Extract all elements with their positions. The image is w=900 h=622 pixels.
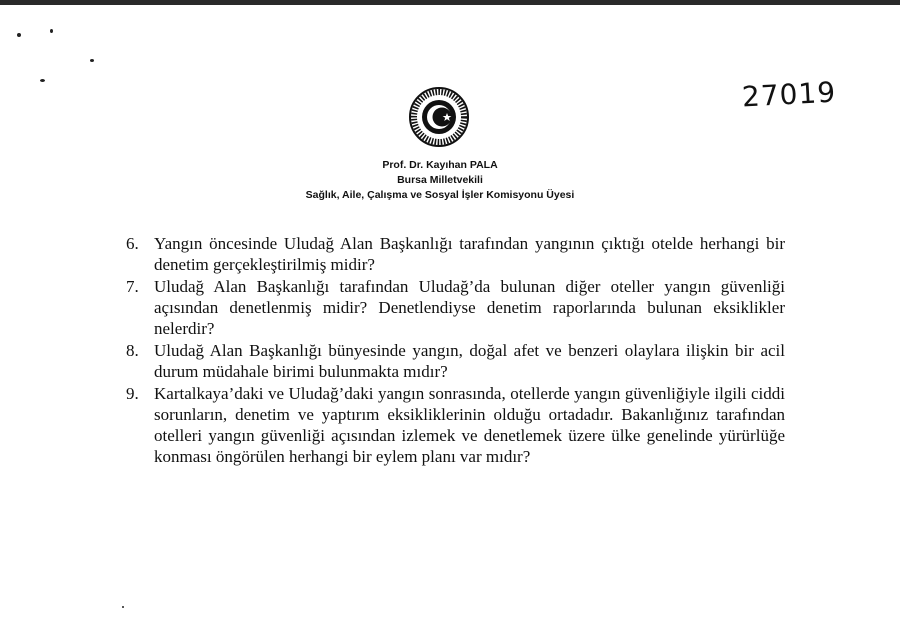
- question-text: Kartalkaya’daki ve Uludağ’daki yangın sonrasında, otellerde yangın güvenliğiyle ilgili ciddi sorunların, denetim ve yaptırım eksikliklerinin olduğu ortadadır. Bakanlığınız tarafından otelleri yangın güvenliği açısından izlemek ve denetlemek üzere ülke genelinde yürürlüğe konması öngörülen herhangi bir eylem planı var mıdır?: [154, 384, 785, 466]
- question-text: Uludağ Alan Başkanlığı bünyesinde yangın, doğal afet ve benzeri olaylara ilişkin bir acil durum müdahale birimi bulunmakta mıdır?: [154, 341, 785, 381]
- deputy-district: Bursa Milletvekili: [397, 174, 483, 186]
- scan-speck: [40, 79, 45, 82]
- question-number: 9.: [126, 384, 139, 403]
- question-list: [120, 233, 785, 468]
- question-item: [120, 340, 785, 382]
- scan-speck: [90, 59, 94, 62]
- question-number: 8.: [126, 341, 139, 360]
- deputy-name: Prof. Dr. Kayıhan PALA: [382, 159, 498, 171]
- scan-top-border: [0, 0, 900, 5]
- committee-membership: Sağlık, Aile, Çalışma ve Sosyal İşler Komisyonu Üyesi: [305, 189, 575, 201]
- scan-speck: [122, 606, 124, 608]
- tbmm-seal-emblem: [408, 86, 470, 148]
- scan-speck: [50, 29, 53, 33]
- question-item: [120, 383, 785, 467]
- question-item: [120, 276, 785, 339]
- question-item: [120, 233, 785, 275]
- letter-header: [250, 158, 630, 203]
- question-number: 7.: [126, 277, 139, 296]
- question-text: Yangın öncesinde Uludağ Alan Başkanlığı tarafından yangının çıktığı otelde herhangi bir denetim gerçekleştirilmiş midir?: [154, 234, 785, 274]
- question-number: 6.: [126, 234, 139, 253]
- handwritten-reference-number: 27019: [741, 75, 837, 114]
- scan-speck: [17, 33, 21, 37]
- question-text: Uludağ Alan Başkanlığı tarafından Uludağ’da bulunan diğer oteller yangın güvenliği açısından denetlenmiş midir? Denetlendiyse denetim raporlarında bulunan eksiklikler nelerdir?: [154, 277, 785, 338]
